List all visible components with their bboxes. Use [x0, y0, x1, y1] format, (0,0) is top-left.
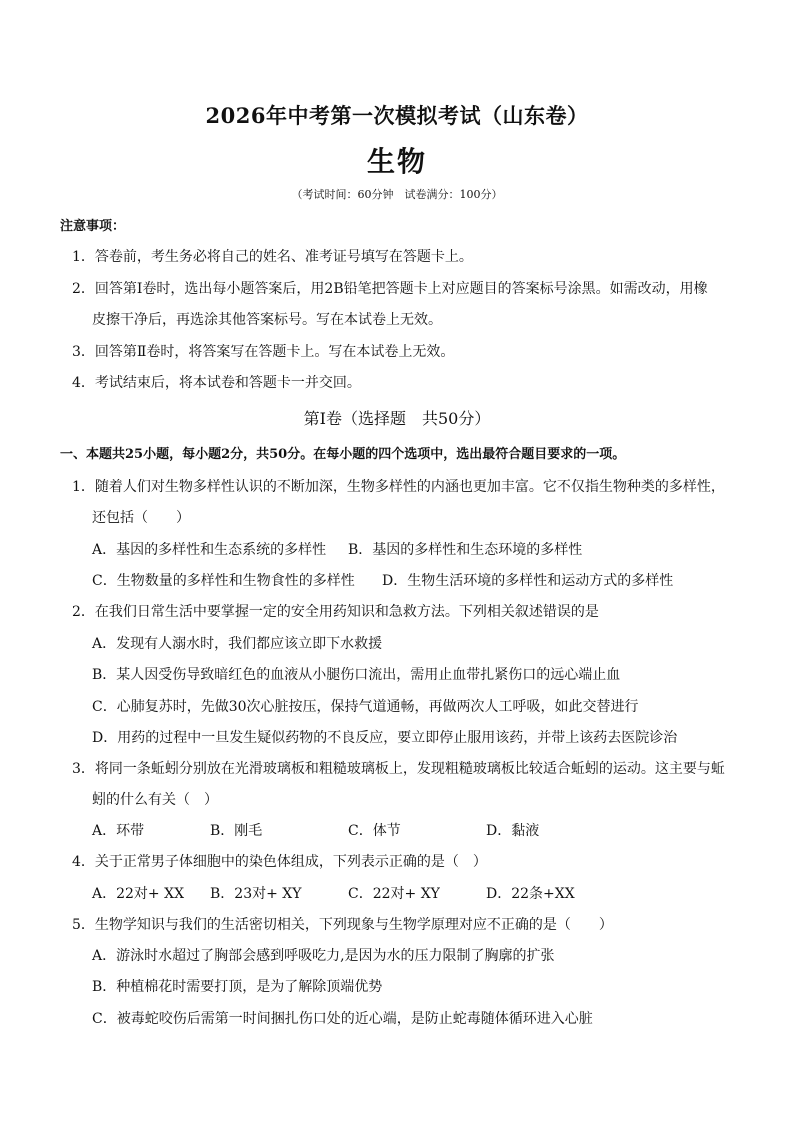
option-b: B．某人因受伤导致暗红色的血液从小腿伤口流出，需用止血带扎紧伤口的远心端止血 — [92, 667, 621, 683]
question-stem: 3．将同一条蚯蚓分别放在光滑玻璃板和粗糙玻璃板上，发现粗糙玻璃板比较适合蚯蚓的运动。这主要与蚯 — [72, 761, 725, 777]
option-d: D．黏液 — [486, 823, 540, 839]
notice-item: 1．答卷前，考生务必将自己的姓名、准考证号填写在答题卡上。 — [72, 249, 473, 265]
section-intro: 一、本题共25小题，每小题2分，共50分。在每小题的四个选项中，选出最符合题目要求的一项。 — [60, 447, 626, 462]
notice-heading: 注意事项： — [60, 219, 126, 234]
notice-item: 4．考试结束后，将本试卷和答题卡一并交回。 — [72, 375, 361, 391]
notice-item: 2．回答第Ⅰ卷时，选出每小题答案后，用2B铅笔把答题卡上对应题目的答案标号涂黑。如需改动，用橡 — [72, 281, 708, 297]
option-c: C．被毒蛇咬伤后需第一时间捆扎伤口处的近心端，是防止蛇毒随体循环进入心脏 — [92, 1011, 593, 1027]
question-stem: 1．随着人们对生物多样性认识的不断加深，生物多样性的内涵也更加丰富。它不仅指生物种类的多样性， — [72, 479, 725, 495]
exam-title: 2026年中考第一次模拟考试（山东卷） — [205, 103, 589, 128]
question-stem: 还包括（ ） — [92, 510, 190, 526]
option-a: A．环带 — [92, 823, 145, 839]
option-a: A．22对+ XX — [92, 886, 185, 902]
option-c: C．心肺复苏时，先做30次心脏按压，保持气道通畅，再做两次人工呼吸，如此交替进行 — [92, 699, 639, 715]
option-a: A．发现有人溺水时，我们都应该立即下水救援 — [92, 636, 383, 652]
notice-item: 3．回答第Ⅱ卷时，将答案写在答题卡上。写在本试卷上无效。 — [72, 344, 455, 360]
question-stem: 2．在我们日常生活中要掌握一定的安全用药知识和急救方法。下列相关叙述错误的是 — [72, 604, 599, 620]
option-c: C．生物数量的多样性和生物食性的多样性 — [92, 573, 355, 589]
option-b: B．基因的多样性和生态环境的多样性 — [348, 542, 583, 558]
option-d: D．生物生活环境的多样性和运动方式的多样性 — [382, 573, 674, 589]
notice-item: 皮擦干净后，再选涂其他答案标号。写在本试卷上无效。 — [92, 312, 442, 328]
question-stem: 5．生物学知识与我们的生活密切相关，下列现象与生物学原理对应不正确的是（ ） — [72, 917, 613, 933]
option-d: D．22条+XX — [486, 886, 575, 902]
question-stem: 4．关于正常男子体细胞中的染色体组成，下列表示正确的是（ ） — [72, 854, 487, 870]
option-c: C．22对+ XY — [348, 886, 440, 902]
option-c: C．体节 — [348, 823, 401, 839]
option-a: A．游泳时水超过了胸部会感到呼吸吃力,是因为水的压力限制了胸廓的扩张 — [92, 948, 555, 964]
option-b: B．刚毛 — [210, 823, 263, 839]
option-b: B．23对+ XY — [210, 886, 302, 902]
exam-info: （考试时间：60分钟 试卷满分：100分） — [291, 188, 503, 201]
option-b: B．种植棉花时需要打顶，是为了解除顶端优势 — [92, 979, 383, 995]
option-a: A．基因的多样性和生态系统的多样性 — [92, 542, 327, 558]
option-d: D．用药的过程中一旦发生疑似药物的不良反应，要立即停止服用该药，并带上该药去医院诊治 — [92, 730, 678, 746]
section-title: 第Ⅰ卷（选择题 共50分） — [303, 409, 491, 428]
question-stem: 蚓的什么有关（ ） — [92, 792, 218, 808]
subject-title: 生物 — [366, 145, 427, 178]
